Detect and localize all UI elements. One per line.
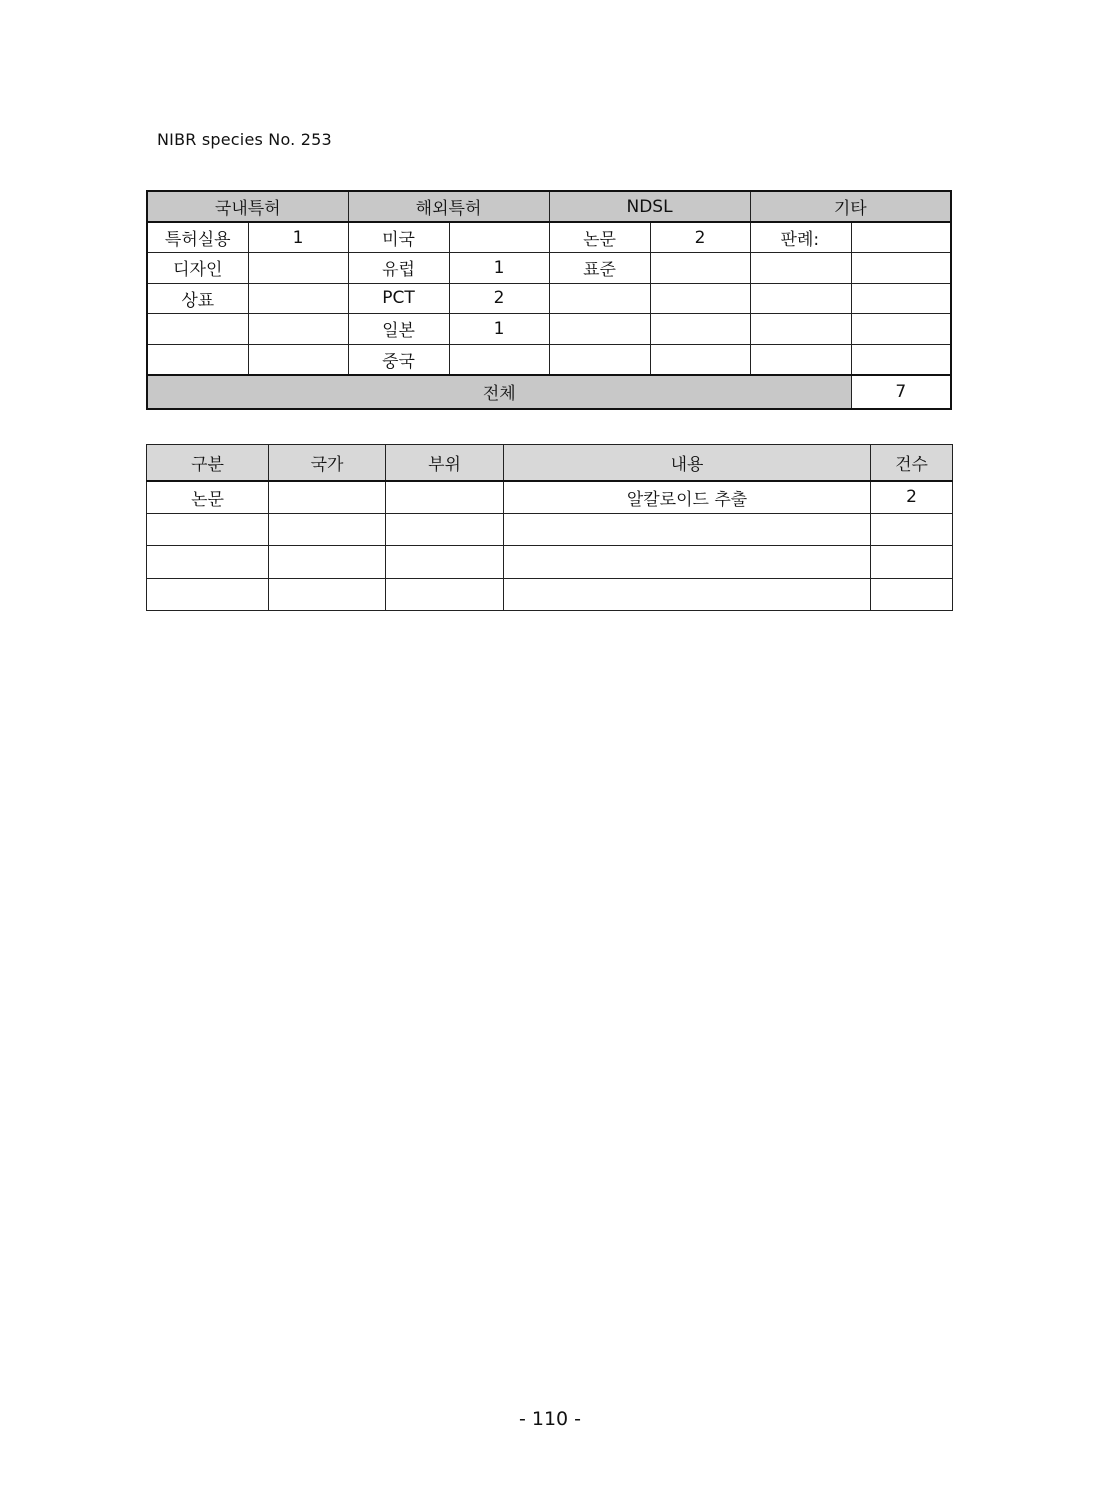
patent-detail-table bbox=[146, 444, 953, 611]
table-cell: 논문 bbox=[549, 222, 650, 253]
table-cell bbox=[147, 314, 248, 345]
table-cell bbox=[147, 578, 269, 611]
header-category: 구분 bbox=[147, 445, 269, 481]
table-cell: 미국 bbox=[348, 222, 449, 253]
header-content: 내용 bbox=[504, 445, 871, 481]
table-cell: 2 bbox=[650, 222, 750, 253]
header-other: 기타 bbox=[750, 191, 951, 222]
table-row bbox=[147, 222, 951, 253]
table-cell bbox=[650, 314, 750, 345]
table-cell: 일본 bbox=[348, 314, 449, 345]
table-cell bbox=[449, 222, 549, 253]
table-cell bbox=[248, 283, 348, 314]
total-value: 7 bbox=[851, 375, 951, 409]
table-cell bbox=[851, 253, 951, 284]
table-cell bbox=[871, 578, 953, 611]
table-cell bbox=[650, 253, 750, 284]
table-cell: PCT bbox=[348, 283, 449, 314]
detail-header-row bbox=[147, 445, 953, 481]
table-cell bbox=[269, 578, 386, 611]
table-cell: 표준 bbox=[549, 253, 650, 284]
table-cell: 1 bbox=[248, 222, 348, 253]
summary-total-row bbox=[147, 375, 951, 409]
table-cell bbox=[750, 344, 851, 375]
table-cell bbox=[386, 546, 504, 579]
table-cell bbox=[549, 344, 650, 375]
header-country: 국가 bbox=[269, 445, 386, 481]
table-cell bbox=[871, 546, 953, 579]
table-cell: 유럽 bbox=[348, 253, 449, 284]
table-cell bbox=[449, 344, 549, 375]
table-cell bbox=[851, 222, 951, 253]
table-row bbox=[147, 314, 951, 345]
table-row bbox=[147, 253, 951, 284]
table-cell: 특허실용 bbox=[147, 222, 248, 253]
table-cell bbox=[650, 344, 750, 375]
table-cell bbox=[851, 344, 951, 375]
table-row bbox=[147, 344, 951, 375]
table-cell bbox=[549, 314, 650, 345]
table-cell bbox=[504, 578, 871, 611]
table-cell bbox=[750, 283, 851, 314]
summary-header-row bbox=[147, 191, 951, 222]
patent-summary-table bbox=[146, 190, 952, 410]
table-cell: 상표 bbox=[147, 283, 248, 314]
table-cell bbox=[248, 253, 348, 284]
table-cell bbox=[269, 513, 386, 546]
table-cell bbox=[650, 283, 750, 314]
table-cell bbox=[851, 314, 951, 345]
table-row bbox=[147, 546, 953, 579]
page-number: - 110 - bbox=[518, 1408, 582, 1430]
header-count: 건수 bbox=[871, 445, 953, 481]
table-cell: 2 bbox=[871, 481, 953, 514]
table-cell bbox=[750, 253, 851, 284]
table-row bbox=[147, 513, 953, 546]
table-cell: 논문 bbox=[147, 481, 269, 514]
table-cell bbox=[504, 546, 871, 579]
table-cell bbox=[504, 513, 871, 546]
table-cell: 1 bbox=[449, 314, 549, 345]
header-part: 부위 bbox=[386, 445, 504, 481]
table-cell bbox=[269, 481, 386, 514]
species-title: NIBR species No. 253 bbox=[157, 130, 332, 149]
table-cell bbox=[147, 546, 269, 579]
table-cell bbox=[386, 578, 504, 611]
table-cell bbox=[269, 546, 386, 579]
total-label: 전체 bbox=[147, 375, 851, 409]
table-cell: 1 bbox=[449, 253, 549, 284]
table-cell: 알칼로이드 추출 bbox=[504, 481, 871, 514]
table-cell bbox=[871, 513, 953, 546]
table-cell: 2 bbox=[449, 283, 549, 314]
header-domestic-patent: 국내특허 bbox=[147, 191, 348, 222]
table-cell: 디자인 bbox=[147, 253, 248, 284]
table-cell bbox=[386, 513, 504, 546]
table-cell bbox=[147, 513, 269, 546]
table-row bbox=[147, 578, 953, 611]
table-cell bbox=[549, 283, 650, 314]
table-cell bbox=[386, 481, 504, 514]
header-overseas-patent: 해외특허 bbox=[348, 191, 549, 222]
header-ndsl: NDSL bbox=[549, 191, 750, 222]
table-row bbox=[147, 481, 953, 514]
table-cell: 중국 bbox=[348, 344, 449, 375]
table-cell: 판례: bbox=[750, 222, 851, 253]
table-cell bbox=[147, 344, 248, 375]
table-cell bbox=[248, 344, 348, 375]
table-cell bbox=[851, 283, 951, 314]
table-row bbox=[147, 283, 951, 314]
table-cell bbox=[750, 314, 851, 345]
table-cell bbox=[248, 314, 348, 345]
